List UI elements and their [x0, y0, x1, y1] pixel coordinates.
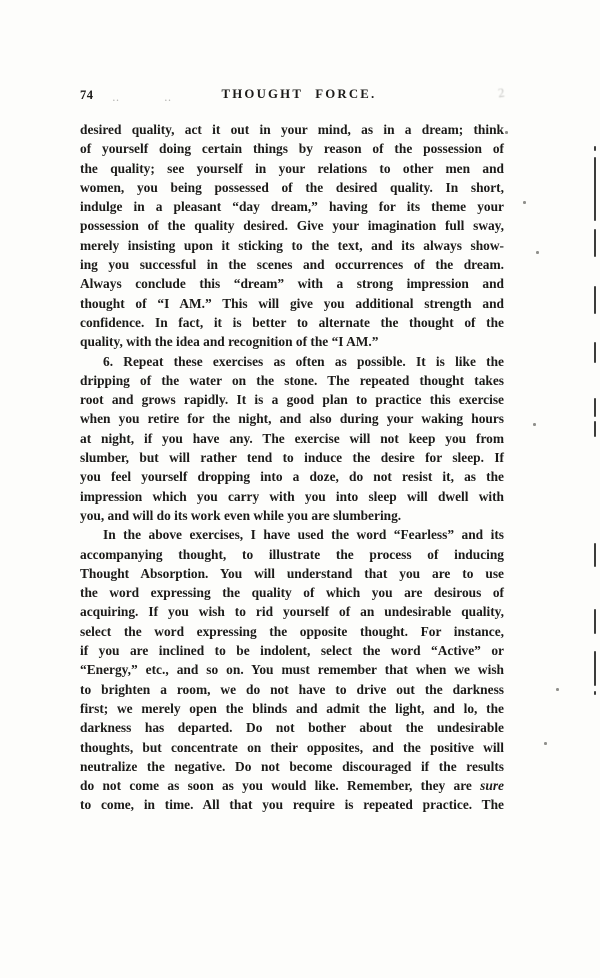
- text-line: [80, 448, 504, 467]
- text-segment: accompanying thought, to illustrate the process of inducing: [80, 546, 504, 562]
- running-header-title: THOUGHT FORCE.: [221, 87, 377, 101]
- scan-smudge: 2: [496, 84, 506, 101]
- text-line: [80, 564, 504, 583]
- text-segment: Thought Absorption. You will understand that you are to use: [80, 565, 504, 581]
- text-line: [80, 197, 504, 216]
- text-segment: In the above exercises, I have used the word “Fearless” and its: [103, 527, 504, 543]
- text-segment: the word expressing the quality of which you are desirous of: [80, 585, 504, 601]
- scan-speck: [536, 251, 539, 254]
- text-line: [80, 795, 504, 814]
- text-line: [80, 583, 504, 602]
- scan-speck: [544, 742, 547, 745]
- text-line: [80, 371, 504, 390]
- text-segment: possession of the quality desired. Give your imagination full sway,: [80, 218, 504, 234]
- text-block: [80, 120, 504, 815]
- text-segment: first; we merely open the blinds and admit the light, and lo, the: [80, 700, 504, 716]
- text-segment: “Energy,” etc., and so on. You must remember that when we wish: [80, 662, 504, 678]
- scan-edge-line: [594, 146, 596, 151]
- scan-edge-line: [594, 691, 596, 695]
- text-segment: quality, with the idea and recognition of the “I AM.”: [80, 334, 379, 350]
- text-line: [80, 159, 504, 178]
- text-segment: Always conclude this “dream” with a strong impression and: [80, 276, 504, 292]
- text-segment: darkness has departed. Do not bother about the undesirable: [80, 720, 504, 736]
- text-segment: dripping of the water on the stone. The repeated thought takes: [80, 372, 504, 388]
- italic-word: sure: [480, 778, 504, 794]
- text-line: [80, 602, 504, 621]
- text-segment: thought of “I AM.” This will give you additional strength and: [80, 295, 504, 311]
- scan-edge-line: [594, 157, 596, 221]
- text-line: [80, 467, 504, 486]
- text-segment: slumber, but will rather tend to induce the desire for sleep. If: [80, 450, 504, 466]
- text-line: [80, 738, 504, 757]
- text-line: [80, 641, 504, 660]
- text-line: [80, 487, 504, 506]
- scan-edge-line: [594, 398, 596, 417]
- page-number: 74: [80, 88, 94, 102]
- text-line: [80, 255, 504, 274]
- scan-speck: [533, 423, 536, 426]
- text-segment: root and grows rapidly. It is a good plan to practice this exercise: [80, 392, 504, 408]
- text-line: [80, 545, 504, 564]
- text-segment: indulge in a pleasant “day dream,” having for its theme your: [80, 199, 504, 215]
- text-line: [80, 294, 504, 313]
- text-segment: acquiring. If you wish to rid yourself of an undesirable quality,: [80, 604, 504, 620]
- text-segment: 6. Repeat these exercises as often as possible. It is like the: [103, 353, 504, 369]
- text-line: [80, 274, 504, 293]
- text-line: [80, 680, 504, 699]
- running-head: [80, 84, 506, 105]
- scan-speck: [505, 131, 508, 134]
- text-line: [80, 236, 504, 255]
- text-segment: you feel yourself dropping into a doze, do not resist it, as the: [80, 469, 504, 485]
- text-segment: when you retire for the night, and also during your waking hours: [80, 411, 504, 427]
- text-line: [80, 718, 504, 737]
- scan-speck: [556, 688, 559, 691]
- scan-edge-line: [594, 421, 596, 437]
- text-line: [80, 216, 504, 235]
- scan-dots: ‥: [112, 92, 123, 104]
- text-segment: thoughts, but concentrate on their opposites, and the positive will: [80, 739, 504, 755]
- text-line: [80, 390, 504, 409]
- text-line: [80, 429, 504, 448]
- text-line: [80, 660, 504, 679]
- text-segment: at night, if you have any. The exercise will not keep you from: [80, 430, 504, 446]
- text-line: [80, 352, 504, 371]
- text-segment: women, you being possessed of the desired quality. In short,: [80, 179, 504, 195]
- text-segment: if you are inclined to be indolent, select the word “Active” or: [80, 643, 504, 659]
- scan-edge-line: [594, 286, 596, 314]
- text-segment: select the word expressing the opposite thought. For instance,: [80, 623, 504, 639]
- text-segment: to come, in time. All that you require is repeated practice. The: [80, 797, 504, 813]
- text-line: [80, 776, 504, 795]
- text-line: [80, 313, 504, 332]
- text-segment: neutralize the negative. Do not become discouraged if the results: [80, 758, 504, 774]
- text-line: [80, 757, 504, 776]
- text-line: [80, 622, 504, 641]
- text-segment: you, and will do its work even while you are slumbering.: [80, 507, 402, 523]
- scan-edge-line: [594, 609, 596, 634]
- text-segment: the quality; see yourself in your relations to other men and: [80, 160, 504, 176]
- text-segment: confidence. In fact, it is better to alternate the thought of the: [80, 314, 504, 330]
- text-line: [80, 525, 504, 544]
- scan-speck: [523, 201, 526, 204]
- text-segment: of yourself doing certain things by reason of the possession of: [80, 141, 504, 157]
- text-line: [80, 506, 504, 525]
- text-line: [80, 699, 504, 718]
- text-segment: merely insisting upon it sticking to the text, and its always show-: [80, 237, 504, 253]
- text-line: [80, 178, 504, 197]
- text-line: [80, 120, 504, 139]
- scan-edge-line: [594, 229, 596, 257]
- text-segment: do not come as soon as you would like. Remember, they are: [80, 778, 481, 794]
- text-line: [80, 332, 504, 351]
- scan-edge-line: [594, 651, 596, 686]
- text-line: [80, 409, 504, 428]
- text-segment: impression which you carry with you into sleep will dwell with: [80, 488, 504, 504]
- text-segment: ing you successful in the scenes and occurrences of the dream.: [80, 257, 504, 273]
- text-line: [80, 139, 504, 158]
- scan-edge-line: [594, 543, 596, 567]
- text-segment: to brighten a room, we do not have to drive out the darkness: [80, 681, 504, 697]
- scan-edge-line: [594, 342, 596, 363]
- scan-dots: ‥: [164, 92, 175, 104]
- text-segment: desired quality, act it out in your mind, as in a dream; think: [80, 122, 504, 137]
